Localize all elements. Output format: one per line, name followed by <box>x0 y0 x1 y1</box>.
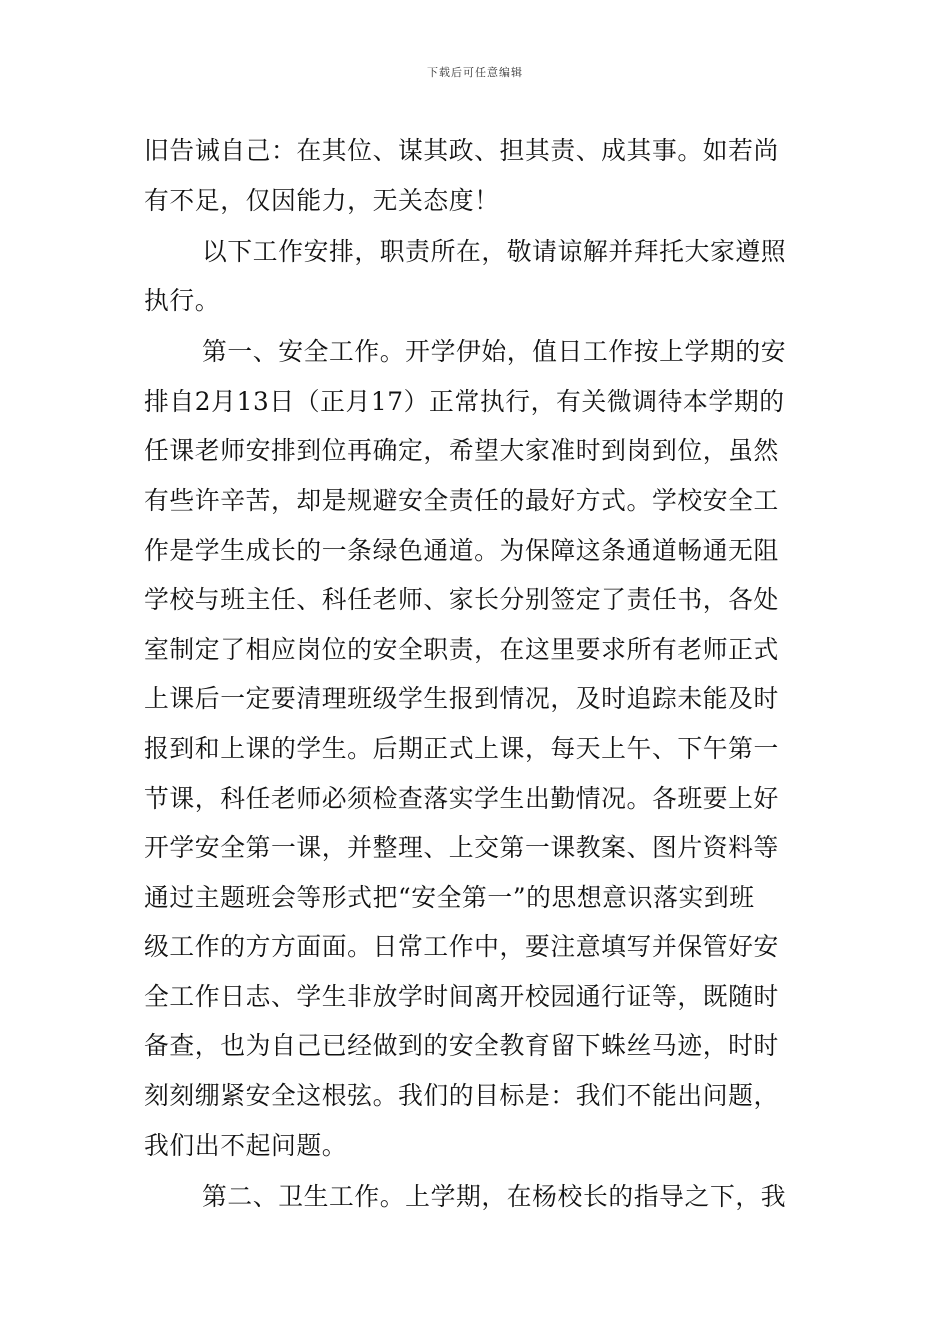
text-line: 有些许辛苦，却是规避安全责任的最好方式。学校安全工 <box>144 485 779 515</box>
text-line: 上课后一定要清理班级学生报到情况，及时追踪未能及时 <box>144 684 779 714</box>
text-line: 报到和上课的学生。后期正式上课，每天上午、下午第一 <box>144 733 779 763</box>
paragraph-2 <box>144 227 809 326</box>
text-line: 刻刻绷紧安全这根弦。我们的目标是：我们不能出问题， <box>144 1081 779 1111</box>
text-line: 开学安全第一课，并整理、上交第一课教案、图片资料等 <box>144 833 779 863</box>
text-line: 学校与班主任、科任老师、家长分别签定了责任书，各处 <box>144 585 779 615</box>
text-line: 第一、安全工作。开学伊始，值日工作按上学期的安 <box>202 337 787 367</box>
text-line: 级工作的方方面面。日常工作中，要注意填写并保管好安 <box>144 932 779 962</box>
text-line: 任课老师安排到位再确定，希望大家准时到岗到位，虽然 <box>144 436 779 466</box>
text-line: 第二、卫生工作。上学期，在杨校长的指导之下，我 <box>202 1181 787 1211</box>
text-line: 节课，科任老师必须检查落实学生出勤情况。各班要上好 <box>144 783 779 813</box>
text-line: 全工作日志、学生非放学时间离开校园通行证等，既随时 <box>144 981 779 1011</box>
text-line: 备查，也为自己已经做到的安全教育留下蛛丝马迹，时时 <box>144 1031 779 1061</box>
paragraph-3 <box>144 327 809 1170</box>
text-line: 有不足，仅因能力，无关态度！ <box>144 185 500 215</box>
text-line: 通过主题班会等形式把“安全第一”的思想意识落实到班 <box>144 882 755 912</box>
paragraph-1 <box>144 126 809 225</box>
page-header: 下载后可任意编辑 <box>427 66 523 79</box>
text-line: 执行。 <box>144 286 221 316</box>
text-line: 旧告诫自己：在其位、谋其政、担其责、成其事。如若尚 <box>144 136 779 165</box>
paragraph-4 <box>144 1172 809 1222</box>
text-line: 以下工作安排，职责所在，敬请谅解并拜托大家遵照 <box>202 236 787 266</box>
text-line: 室制定了相应岗位的安全职责，在这里要求所有老师正式 <box>144 634 779 664</box>
text-line: 排自2月13日（正月17）正常执行，有关微调待本学期的 <box>144 386 785 416</box>
text-line: 我们出不起问题。 <box>144 1130 348 1160</box>
text-line: 作是学生成长的一条绿色通道。为保障这条通道畅通无阻 <box>144 535 779 565</box>
document-body <box>144 126 809 1221</box>
